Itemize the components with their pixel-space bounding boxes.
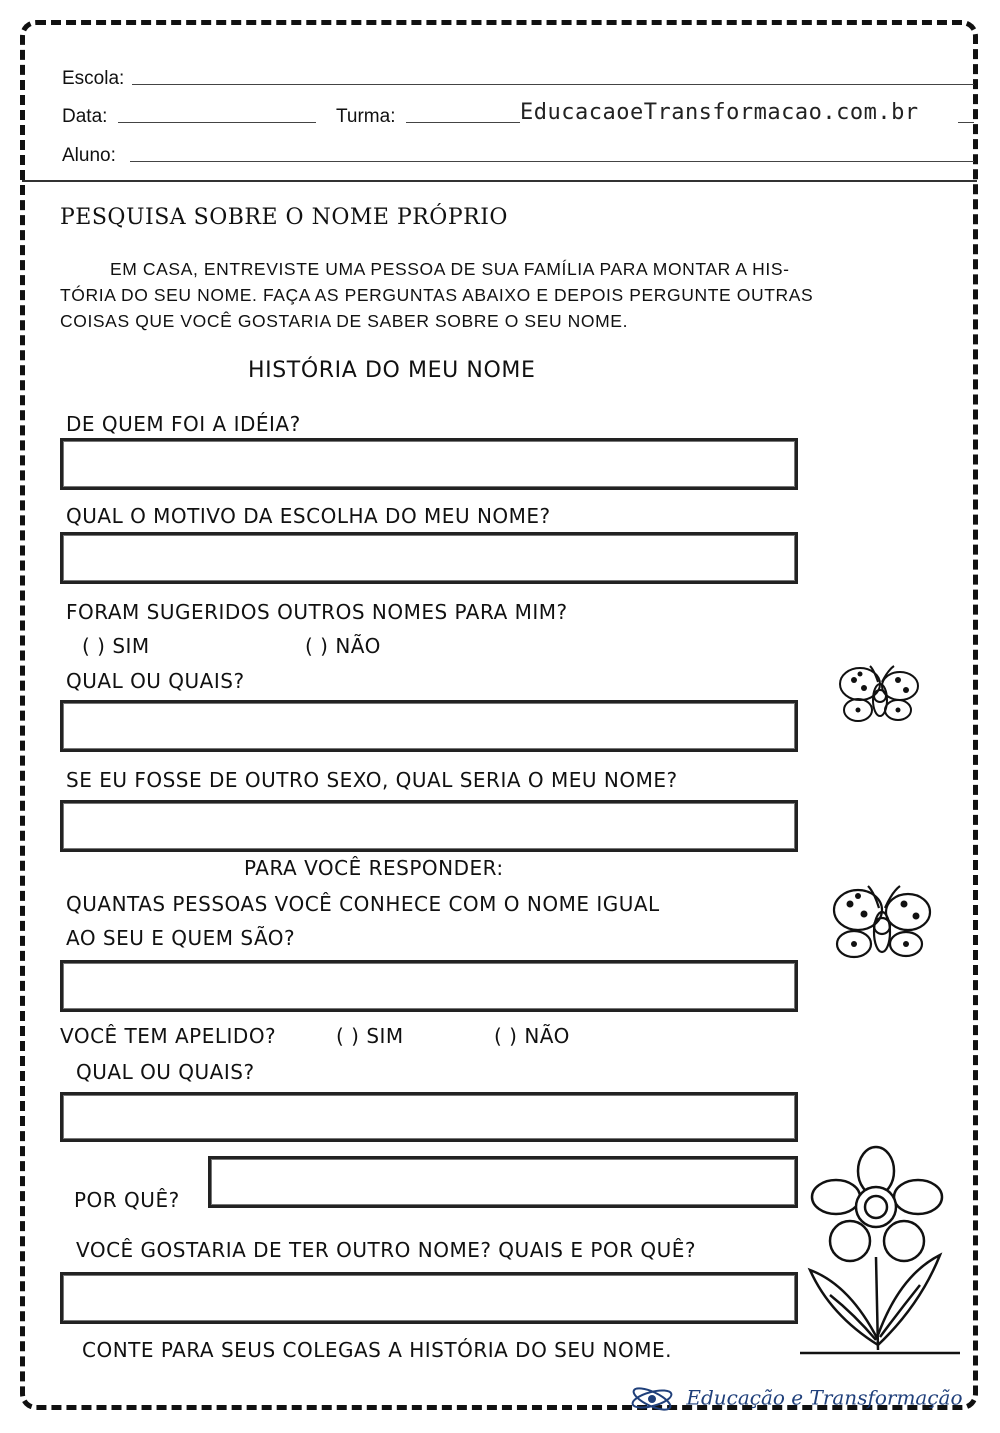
q3-yes-option[interactable]: ( ) SIM [82,634,150,658]
website-text: EducacaoeTransformacao.com.br [520,100,919,125]
flower-icon [800,1145,960,1365]
q3-no-option[interactable]: ( ) NÃO [305,634,381,658]
footer-brand [630,1384,963,1414]
question-5-line-1: QUANTAS PESSOAS VOCÊ CONHECE COM O NOME IGUAL [66,892,660,916]
answer-box-7[interactable] [208,1156,798,1208]
butterfly-icon [830,660,930,730]
question-3: FORAM SUGERIDOS OUTROS NOMES PARA MIM? [66,600,568,624]
student-label: Aluno: [62,145,116,166]
closing-instruction: CONTE PARA SEUS COLEGAS A HISTÓRIA DO SEU NOME. [82,1338,672,1362]
q6-no-option[interactable]: ( ) NÃO [494,1024,570,1048]
answer-box-8[interactable] [60,1272,798,1324]
class-field-line-end [958,122,974,123]
student-field-line[interactable] [130,161,974,162]
question-2: QUAL O MOTIVO DA ESCOLHA DO MEU NOME? [66,504,551,528]
footer-brand-text: Educação e Transformação [686,1385,963,1410]
worksheet-title: PESQUISA SOBRE O NOME PRÓPRIO [60,205,508,230]
answer-box-2[interactable] [60,532,798,584]
section-2-heading: PARA VOCÊ RESPONDER: [244,856,504,880]
question-4: SE EU FOSSE DE OUTRO SEXO, QUAL SERIA O MEU NOME? [66,768,678,792]
section-subtitle: HISTÓRIA DO MEU NOME [248,358,536,383]
header-separator [22,180,977,182]
question-7: POR QUÊ? [74,1188,180,1212]
answer-box-1[interactable] [60,438,798,490]
intro-line: TÓRIA DO SEU NOME. FAÇA AS PERGUNTAS ABAIXO E DEPOIS PERGUNTE OUTRAS [60,285,814,305]
question-5-line-2: AO SEU E QUEM SÃO? [66,926,296,950]
intro-line: COISAS QUE VOCÊ GOSTARIA DE SABER SOBRE O SEU NOME. [60,311,629,331]
class-field-line[interactable] [406,122,520,123]
answer-box-4[interactable] [60,800,798,852]
question-1: DE QUEM FOI A IDÉIA? [66,412,301,436]
school-label: Escola: [62,68,125,89]
answer-box-5[interactable] [60,960,798,1012]
date-label: Data: [62,106,108,127]
butterfly-icon [822,880,942,970]
q6-yes-option[interactable]: ( ) SIM [336,1024,404,1048]
answer-box-3[interactable] [60,700,798,752]
intro-paragraph [60,256,940,334]
question-6: VOCÊ TEM APELIDO? [60,1024,277,1048]
intro-line: EM CASA, ENTREVISTE UMA PESSOA DE SUA FAMÍLIA PARA MONTAR A HIS- [110,259,790,279]
date-field-line[interactable] [118,122,316,123]
brand-logo-icon [630,1384,674,1414]
school-field-line[interactable] [132,84,974,85]
class-label: Turma: [336,106,396,127]
q6-which-label: QUAL OU QUAIS? [76,1060,255,1084]
question-8: VOCÊ GOSTARIA DE TER OUTRO NOME? QUAIS E POR QUÊ? [76,1238,697,1262]
answer-box-6[interactable] [60,1092,798,1142]
q3-which-label: QUAL OU QUAIS? [66,669,245,693]
